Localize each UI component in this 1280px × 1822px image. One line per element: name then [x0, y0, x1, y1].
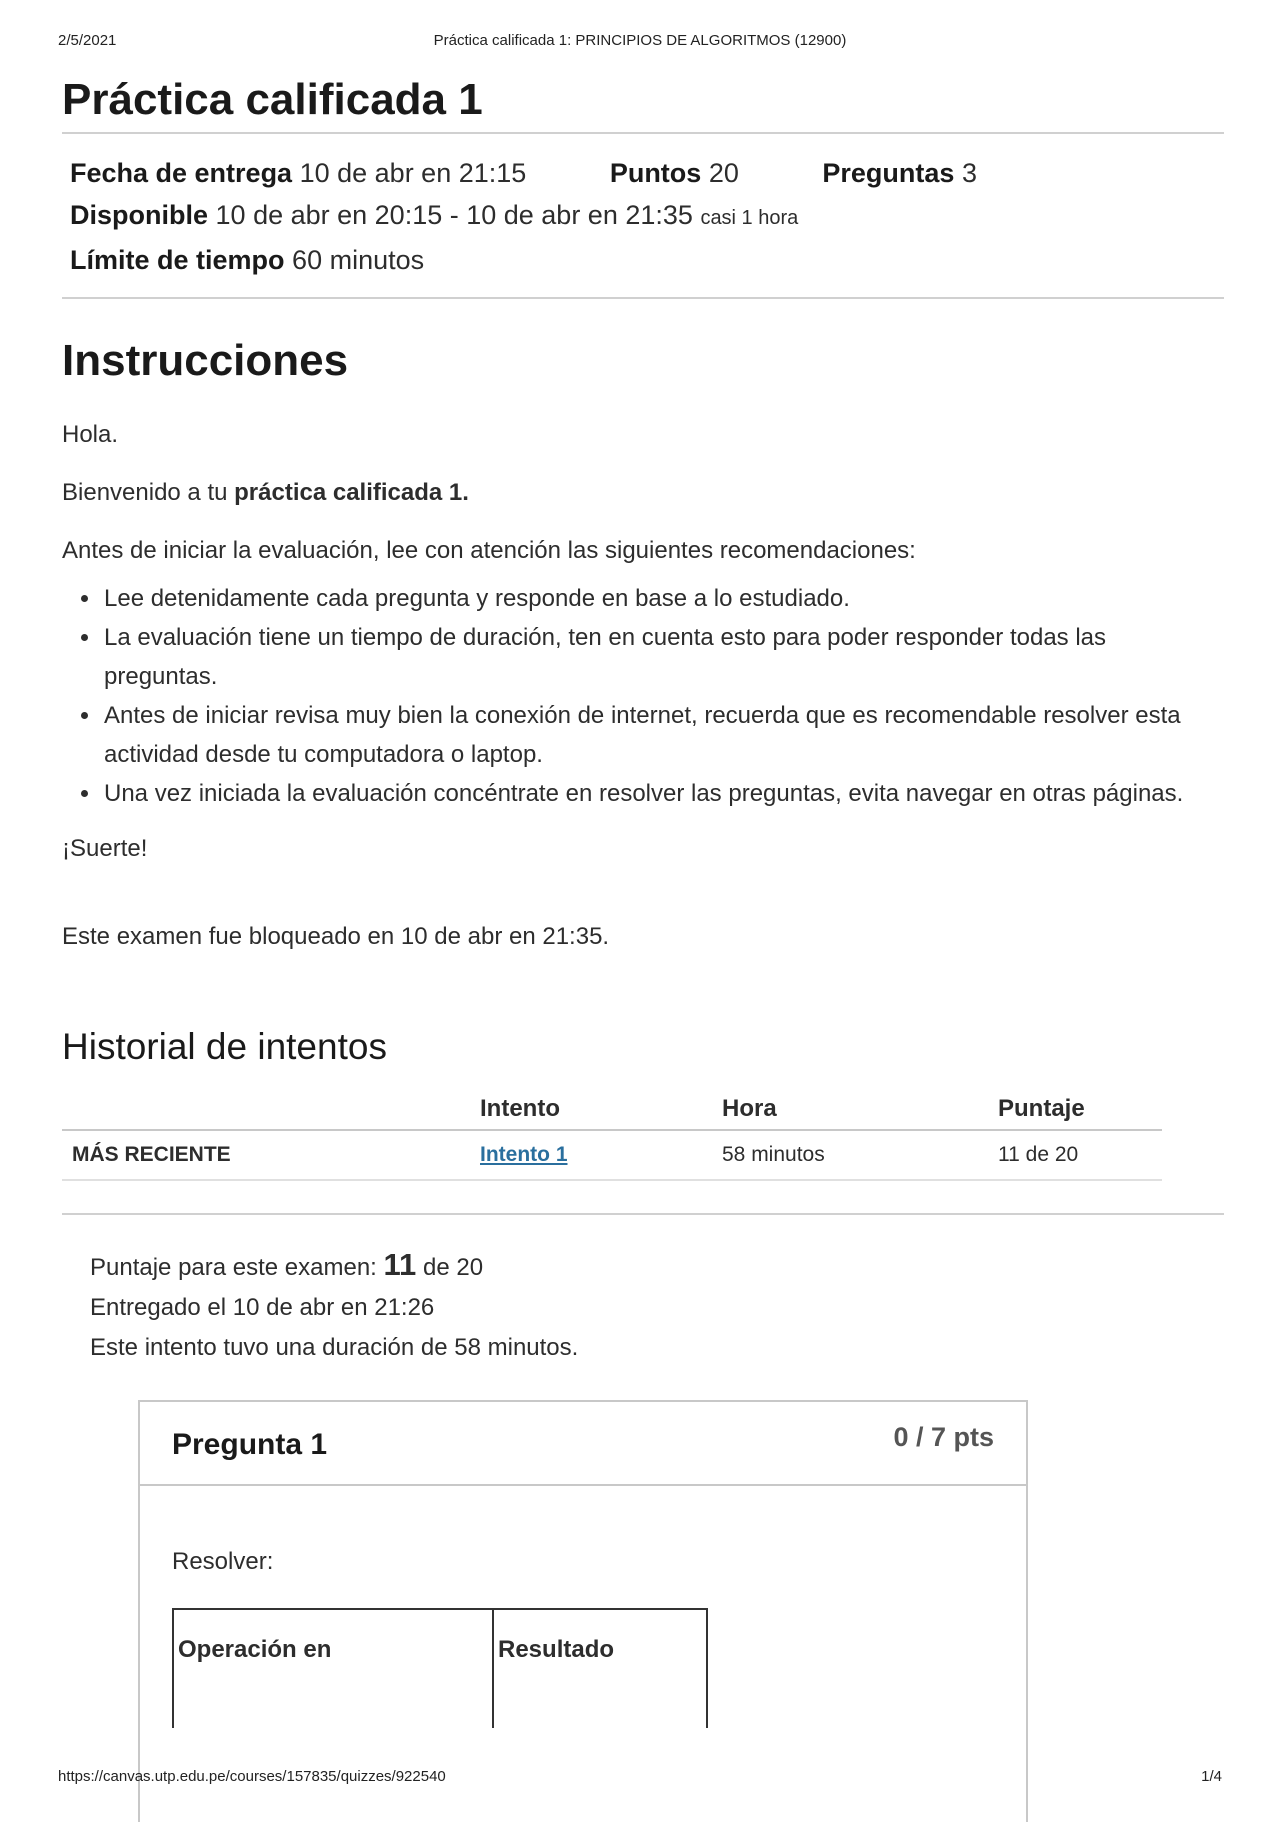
welcome-bold: práctica calificada 1.: [234, 479, 469, 506]
available-value: 10 de abr en 20:15 - 10 de abr en 21:35: [215, 200, 693, 230]
available-label: Disponible: [70, 200, 209, 230]
question-table: [172, 1608, 708, 1728]
page-title: Práctica calificada 1: [62, 75, 483, 124]
history-title: Historial de intentos: [62, 1026, 387, 1067]
table-header-row: [62, 1089, 1162, 1130]
question-title: Pregunta 1: [172, 1428, 328, 1461]
welcome-prefix: Bienvenido a tu: [62, 479, 235, 506]
print-footer: [58, 1768, 1222, 1788]
print-date: 2/5/2021: [58, 32, 117, 49]
question-prompt: Resolver:: [172, 1548, 274, 1575]
good-luck: ¡Suerte!: [62, 835, 148, 862]
recommendations-list: [62, 579, 1224, 813]
attempt-cell: [470, 1130, 712, 1180]
time-limit-value: 60 minutos: [292, 245, 425, 275]
intro-text: Antes de iniciar la evaluación, lee con atención las siguientes recomendaciones:: [62, 537, 916, 564]
attempt-label: MÁS RECIENTE: [62, 1130, 470, 1180]
questions-value: 3: [961, 158, 977, 188]
list-item: • Una vez iniciada la evaluación concéntrate en resolver las preguntas, evita navegar en otras páginas.: [102, 774, 1224, 813]
submitted-line: Entregado el 10 de abr en 21:26: [90, 1294, 435, 1321]
print-page-title: Práctica calificada 1: PRINCIPIOS DE ALGORITMOS (12900): [433, 32, 847, 49]
column-header: Operación en: [173, 1609, 493, 1728]
list-item: • Lee detenidamente cada pregunta y responde en base a lo estudiado.: [102, 579, 1224, 618]
divider: [62, 297, 1224, 299]
column-header: Resultado: [498, 1636, 615, 1663]
list-item: • Antes de iniciar revisa muy bien la conexión de internet, recuerda que es recomendable resolver esta actividad desde tu computadora o laptop.: [102, 696, 1224, 774]
points-label: Puntos: [609, 158, 702, 188]
score-prefix: Puntaje para este examen:: [90, 1254, 384, 1281]
table-row: [62, 1130, 1162, 1180]
attempt-time: 58 minutos: [712, 1130, 988, 1180]
score-suffix: de 20: [416, 1254, 484, 1281]
question-body: [140, 1486, 1026, 1728]
lock-notice: Este examen fue bloqueado en 10 de abr en 21:35.: [62, 923, 610, 950]
column-header: Puntaje: [988, 1089, 1162, 1130]
duration-line: Este intento tuvo una duración de 58 minutos.: [90, 1334, 579, 1361]
score-value: 11: [383, 1247, 417, 1282]
divider: [62, 1213, 1224, 1215]
score-line: [90, 1245, 1224, 1288]
column-header: [62, 1089, 470, 1130]
list-item: • La evaluación tiene un tiempo de duración, ten en cuenta esto para poder responder todas las preguntas.: [102, 618, 1224, 696]
history-table: [62, 1089, 1162, 1181]
attempt-link[interactable]: Intento 1: [480, 1143, 568, 1166]
quiz-content: [62, 60, 1224, 1368]
table-header-row: [173, 1609, 707, 1728]
print-header: [58, 32, 1222, 52]
quiz-details: [62, 134, 1224, 297]
print-page-number: 1/4: [1201, 1768, 1222, 1785]
details-row-time-limit: [70, 239, 1216, 281]
available-note: casi 1 hora: [700, 207, 799, 229]
question-points: 0 / 7 pts: [893, 1422, 994, 1452]
instructions-title: Instrucciones: [62, 336, 349, 385]
welcome-text: [62, 475, 1224, 511]
column-header: Intento: [470, 1089, 712, 1130]
points-value: 20: [708, 158, 739, 188]
due-label: Fecha de entrega: [70, 158, 293, 188]
question-header: [140, 1402, 1026, 1486]
greeting: Hola.: [62, 421, 119, 448]
attempt-score: 11 de 20: [988, 1130, 1162, 1180]
details-row-due: [70, 152, 1216, 194]
question-card: [138, 1400, 1028, 1822]
score-summary: [62, 1245, 1224, 1368]
due-value: 10 de abr en 21:15: [299, 158, 527, 188]
time-limit-label: Límite de tiempo: [70, 245, 285, 275]
column-header: Hora: [712, 1089, 988, 1130]
details-row-available: [70, 194, 1216, 239]
questions-label: Preguntas: [822, 158, 955, 188]
print-url: https://canvas.utp.edu.pe/courses/157835/quizzes/922540: [58, 1768, 446, 1785]
